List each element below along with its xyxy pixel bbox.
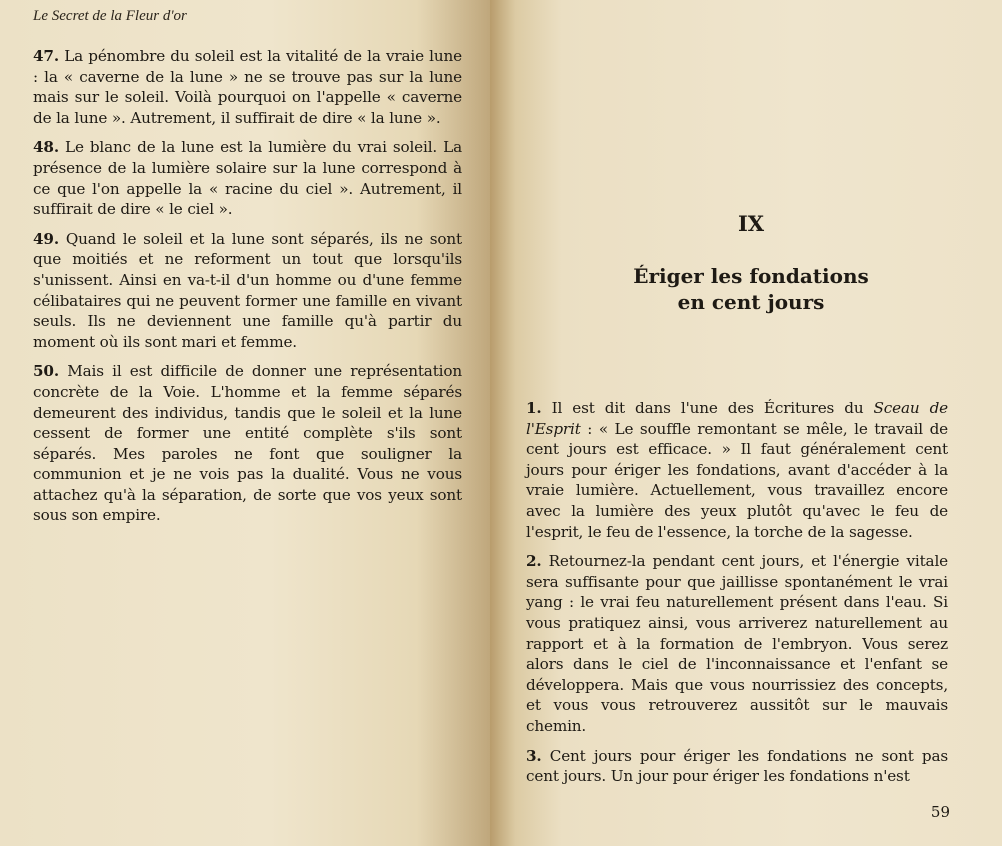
paragraph-3 bbox=[526, 746, 948, 787]
paragraph-49 bbox=[33, 229, 462, 353]
paragraph-number: 50. bbox=[33, 362, 59, 381]
chapter-title-line-2: en cent jours bbox=[677, 290, 825, 314]
paragraph-1 bbox=[526, 398, 948, 542]
running-head: Le Secret de la Fleur d'or bbox=[33, 8, 187, 24]
paragraph-text-before: Il est dit dans l'une des Écritures du bbox=[541, 399, 874, 417]
paragraph-number: 48. bbox=[33, 138, 59, 157]
paragraph-text: Le blanc de la lune est la lumière du vrai soleil. La présence de la lumière solaire sur la lune correspond à ce que l'on appelle la « racine du ciel ». Autrement, il suffirait de dire « le ciel ». bbox=[33, 138, 462, 219]
page-number: 59 bbox=[930, 803, 950, 821]
paragraph-47 bbox=[33, 46, 462, 128]
paragraph-2 bbox=[526, 551, 948, 736]
chapter-body bbox=[526, 398, 948, 796]
paragraph-text: La pénombre du soleil est la vitalité de la vraie lune : la « caverne de la lune » ne se trouve pas sur la lune mais sur le soleil. Voilà pourquoi on l'appelle « caverne de la lune ». Autrement, il suffirait de dire « la lune ». bbox=[33, 47, 462, 127]
chapter-title-line-1: Ériger les fondations bbox=[633, 264, 869, 288]
paragraph-number: 2. bbox=[526, 552, 542, 571]
paragraph-number: 47. bbox=[33, 47, 59, 65]
left-page bbox=[0, 0, 490, 846]
paragraph-text: Cent jours pour ériger les fondations ne sont pas cent jours. Un jour pour ériger les fondations n'est bbox=[526, 746, 948, 786]
paragraph-48 bbox=[33, 137, 462, 219]
paragraph-number: 49. bbox=[33, 229, 59, 248]
paragraph-text-after: : « Le souffle remontant se mêle, le travail de cent jours est efficace. » Il faut généralement cent jours pour ériger les fondations, avant d'accéder à la vraie lumière. Actuellement, vous travaillez encore avec la lumière des yeux plutôt qu'avec le feu de l'esprit, le feu de l'essence, la torche de la sagesse. bbox=[526, 419, 948, 541]
paragraph-text: Quand le soleil et la lune sont séparés, ils ne sont que moitiés et ne reforment un tout que lorsqu'ils s'unissent. Ainsi en va-t-il d'un homme ou d'une femme célibataires qui ne peuvent former une famille en vivant seuls. Ils ne deviennent une famille qu'à partir du moment où ils sont mari et femme. bbox=[33, 229, 462, 351]
paragraph-number: 1. bbox=[526, 399, 542, 417]
paragraph-number: 3. bbox=[526, 746, 542, 765]
paragraph-text: Retournez-la pendant cent jours, et l'énergie vitale sera suffisante pour que jaillisse spontanément le vrai yang : le vrai feu naturellement présent dans l'eau. Si vous pratiquez ainsi, vous arriverez naturellement au rapport et à la formation de l'embryon. Vous serez alors dans le ciel de l'inconnaissance et l'enfant se développera. Mais que vous nourrissiez des concepts, et vous vous retrouverez aussitôt sur le mauvais chemin. bbox=[526, 552, 948, 735]
paragraph-text: Mais il est difficile de donner une représentation concrète de la Voie. L'homme et la femme séparés demeurent des individus, tandis que le soleil et la lune cessent de former une entité complète s'ils sont séparés. Mes paroles ne font que souligner la communion et je ne vois pas la dualité. Vous ne vous attachez qu'à la séparation, de sorte que vos yeux sont sous son empire. bbox=[33, 362, 462, 525]
right-page bbox=[490, 0, 1002, 846]
chapter-title bbox=[490, 263, 1002, 315]
paragraph-50 bbox=[33, 361, 462, 526]
chapter-number: IX bbox=[737, 211, 765, 236]
book-title-italic: Sceau de l'Esprit bbox=[526, 399, 948, 438]
